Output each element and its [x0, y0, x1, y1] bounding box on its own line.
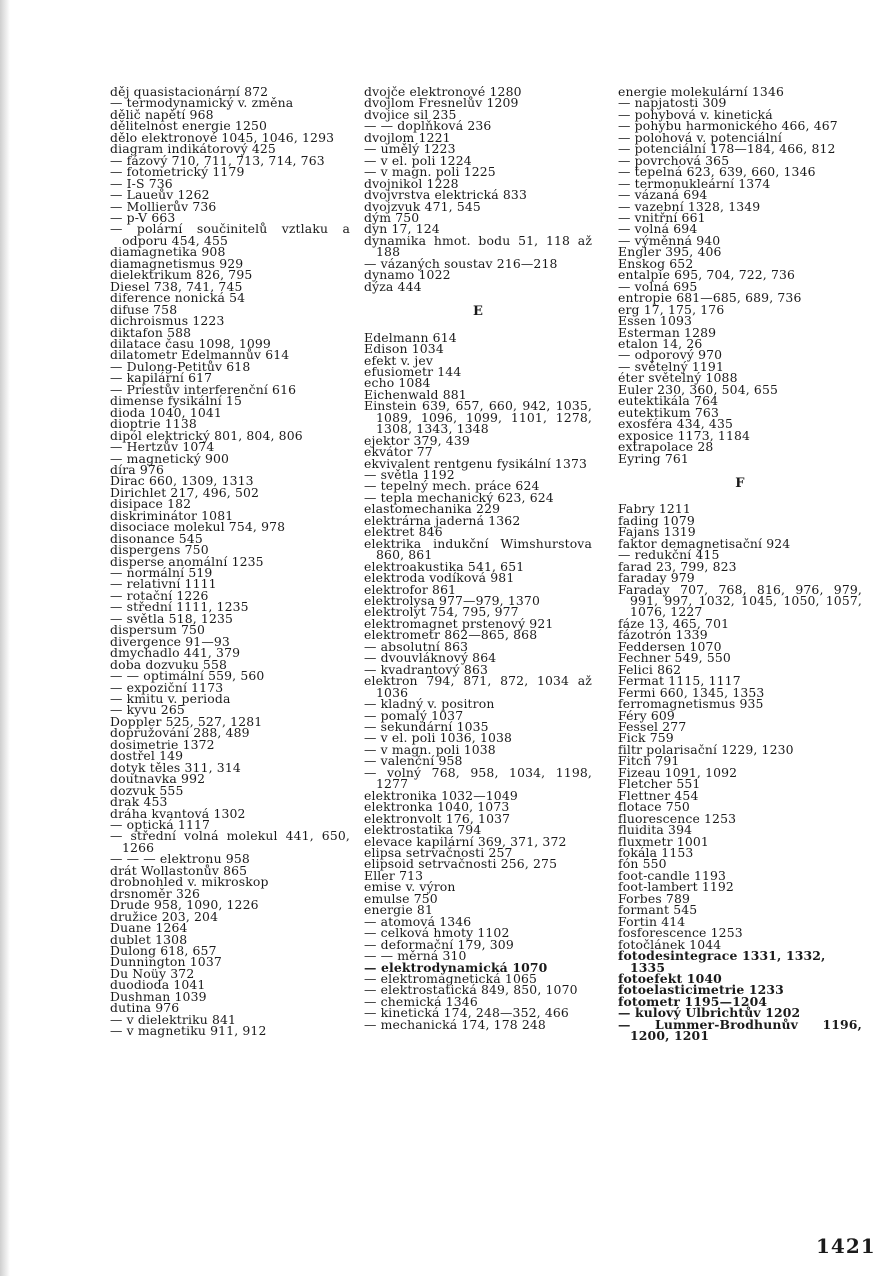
index-entry: — fotometrický 1179: [110, 164, 245, 180]
index-entry: — pohybová v. kinetická: [618, 106, 773, 122]
index-entry: — valenční 958: [364, 753, 463, 769]
index-entry: — relativní 1111: [110, 576, 217, 592]
index-entry: elektronvolt 176, 1037: [364, 810, 511, 826]
index-entry: dvojlom Fresnelův 1209: [364, 95, 519, 111]
index-entry: — — doplňková 236: [364, 118, 492, 134]
index-entry: elipsoid setrvačnosti 256, 275: [364, 856, 558, 872]
index-entry: fázotrón 1339: [618, 627, 708, 643]
index-entry: — elektromagnetická 1065: [364, 970, 538, 986]
index-entry: — Priestův interferenční 616: [110, 381, 297, 397]
index-entry: dvojice sil 235: [364, 106, 457, 122]
index-entry: Diesel 738, 741, 745: [110, 278, 243, 294]
index-entry: — Mollierův 736: [110, 198, 217, 214]
index-entry: — umělý 1223: [364, 141, 456, 157]
index-entry: — Hertzův 1074: [110, 439, 215, 455]
index-entry: foot-lambert 1192: [618, 879, 734, 895]
index-entry: éter světelný 1088: [618, 370, 738, 386]
index-entry: dispergens 750: [110, 542, 209, 558]
index-entry: faktor demagnetisační 924: [618, 535, 791, 551]
index-entry: — odporový 970: [618, 347, 723, 363]
index-entry: — střední 1111, 1235: [110, 599, 249, 615]
index-entry: diamagnetismus 929: [110, 255, 244, 271]
index-entry: elektronika 1032—1049: [364, 787, 518, 803]
index-entry: fotoelasticimetrie 1233: [618, 982, 784, 998]
index-entry: elektrolyt 754, 795, 977: [364, 604, 519, 620]
index-entry: Duane 1264: [110, 920, 188, 936]
index-entry: — volná 695: [618, 278, 698, 294]
index-entry: Esterman 1289: [618, 324, 717, 340]
index-entry: — kmitu v. perioda: [110, 691, 231, 707]
index-entry: duodioda 1041: [110, 977, 206, 993]
index-entry: — povrchová 365: [618, 152, 730, 168]
index-entry: — výměnná 940: [618, 232, 721, 248]
index-entry: — optická 1117: [110, 817, 211, 832]
index-entry: — potenciální 178—184, 466, 812: [618, 141, 836, 157]
index-entry: — tepelný mech. práce 624: [364, 478, 540, 494]
index-entry: — světelný 1191: [618, 358, 724, 374]
index-entry: dvojče elektronové 1280: [364, 84, 522, 99]
index-entry: Dirichlet 217, 496, 502: [110, 484, 260, 500]
index-entry: fotodesintegrace 1331, 1332, 1335: [618, 948, 826, 975]
index-entry: — v el. poli 1036, 1038: [364, 730, 513, 746]
index-entry: foot-candle 1193: [618, 867, 727, 883]
index-entry: — vazební 1328, 1349: [618, 198, 761, 214]
index-entry: eutektikála 764: [618, 393, 719, 409]
index-entry: elipsa setrvačnosti 257: [364, 844, 513, 860]
index-entry: dmychadlo 441, 379: [110, 645, 241, 661]
index-entry: dilatometr Edelmannův 614: [110, 347, 290, 363]
index-entry: elektrometr 862—865, 868: [364, 627, 538, 643]
index-entry: ejektor 379, 439: [364, 432, 470, 448]
index-entry: děj quasistacionární 872: [110, 84, 269, 99]
index-entry: disonance 545: [110, 530, 203, 546]
index-entry: difuse 758: [110, 301, 178, 317]
index-entry: — I-S 736: [110, 175, 173, 191]
index-entry: Féry 609: [618, 707, 675, 723]
index-entry: drsnoměr 326: [110, 885, 201, 901]
index-entry: efusiometr 144: [364, 363, 462, 379]
index-entry: — v magn. poli 1225: [364, 164, 496, 180]
index-entry: Fabry 1211: [618, 501, 691, 517]
index-entry: dvojzvuk 471, 545: [364, 198, 481, 214]
index-entry: — kyvu 265: [110, 702, 185, 718]
index-entry: dipól elektrický 801, 804, 806: [110, 427, 303, 443]
index-entry: elektrika indukční Wimshurstova 860, 861: [364, 535, 592, 563]
index-entry: Edelmann 614: [364, 329, 457, 345]
index-entry: dublet 1308: [110, 931, 188, 947]
index-entry: fading 1079: [618, 512, 695, 528]
index-entry: dělo elektronové 1045, 1046, 1293: [110, 129, 335, 145]
index-entry: Fermi 660, 1345, 1353: [618, 684, 765, 700]
index-entry: erg 17, 175, 176: [618, 301, 725, 317]
index-entry: — tepelná 623, 639, 660, 1346: [618, 164, 816, 180]
index-entry: — — — elektronu 958: [110, 851, 250, 867]
index-entry: efekt v. jev: [364, 352, 434, 368]
index-entry: — volná 694: [618, 221, 698, 237]
index-entry: echo 1084: [364, 375, 431, 391]
index-entry: Drude 958, 1090, 1226: [110, 897, 259, 913]
index-entry: dichroismus 1223: [110, 313, 225, 329]
index-entry: diference nonická 54: [110, 290, 246, 306]
index-entry: formant 545: [618, 902, 698, 918]
index-entry: dým 750: [364, 209, 420, 225]
index-entry: fotometr 1195—1204: [618, 993, 768, 1009]
index-entry: dosimetrie 1372: [110, 736, 215, 752]
index-entry: Flettner 454: [618, 787, 699, 803]
index-entry: dělič napětí 968: [110, 106, 214, 122]
index-entry: — kapilární 617: [110, 370, 213, 386]
index-entry: dozvuk 555: [110, 782, 184, 798]
index-entry: dostřel 149: [110, 748, 184, 764]
index-entry: díra 976: [110, 461, 164, 477]
index-entry: — polární součinitelů vztlaku a odporu 454, 455: [110, 221, 350, 248]
index-entry: fokála 1153: [618, 844, 694, 860]
index-entry: — termonukleární 1374: [618, 175, 771, 191]
index-entry: Eyring 761: [618, 450, 689, 466]
index-entry: disperse anomální 1235: [110, 553, 264, 569]
index-entry: emulse 750: [364, 890, 438, 906]
index-entry: — střední volná molekul 441, 650, 1266: [110, 828, 350, 855]
index-entry: elektroda vodíková 981: [364, 570, 515, 586]
index-entry: extrapolace 28: [618, 439, 714, 455]
index-entry: eutektikum 763: [618, 404, 720, 420]
index-entry: elektrárna jaderná 1362: [364, 512, 521, 528]
index-entry: — světla 1192: [364, 467, 455, 483]
index-entry: — napjatosti 309: [618, 95, 727, 111]
index-entry: faraday 979: [618, 570, 695, 586]
index-entry: Eichenwald 881: [364, 386, 467, 402]
index-entry: dioptrie 1138: [110, 416, 197, 432]
index-entry: — volný 768, 958, 1034, 1198, 1277: [364, 764, 592, 792]
index-entry: energie 81: [364, 902, 434, 918]
index-entry: dilatace času 1098, 1099: [110, 335, 271, 351]
index-entry: Feddersen 1070: [618, 638, 722, 654]
index-entry: Forbes 789: [618, 890, 691, 906]
index-entry: elektrofor 861: [364, 581, 457, 597]
index-entry: — deformační 179, 309: [364, 936, 514, 952]
index-entry: — redukční 415: [618, 547, 720, 563]
index-entry: — expoziční 1173: [110, 679, 224, 695]
index-entry: — dvouvláknový 864: [364, 650, 497, 666]
page-number: 1421: [816, 1234, 876, 1258]
index-entry: elektrolysa 977—979, 1370: [364, 593, 540, 609]
index-entry: — v magnetiku 911, 912: [110, 1023, 267, 1039]
index-entry: dispersum 750: [110, 622, 206, 638]
index-entry: — normální 519: [110, 565, 213, 581]
index-entry: dopružování 288, 489: [110, 725, 250, 741]
index-entry: — celková hmoty 1102: [364, 925, 510, 941]
index-entry: diktafon 588: [110, 324, 192, 340]
index-entry: elektrostatika 794: [364, 822, 482, 838]
index-entry: — rotační 1226: [110, 587, 209, 603]
index-entry: diagram indikátorový 425: [110, 141, 276, 157]
index-entry: — kulový Ulbrichtův 1202: [618, 1005, 801, 1021]
index-entry: fotočlánek 1044: [618, 936, 722, 952]
index-entry: — p-V 663: [110, 209, 176, 225]
index-entry: dutina 976: [110, 1000, 180, 1016]
index-entry: — světla 518, 1235: [110, 610, 234, 626]
index-entry: — polohová v. potenciální: [618, 129, 782, 145]
index-entry: elastomechanika 229: [364, 501, 501, 517]
index-entry: elektroakustika 541, 651: [364, 558, 525, 574]
index-entry: Doppler 525, 527, 1281: [110, 713, 263, 729]
index-column-3: [618, 86, 862, 1042]
index-entry: Fletcher 551: [618, 776, 701, 792]
index-entry: dynamo 1022: [364, 267, 451, 283]
index-entry: Einstein 639, 657, 660, 942, 1035, 1089, 1096, 1099, 1101, 1278, 1308, 1343, 1348: [364, 398, 592, 437]
index-entry: — vázaná 694: [618, 187, 708, 203]
index-entry: — pohybu harmonického 466, 467: [618, 118, 838, 134]
index-entry: Dushman 1039: [110, 988, 207, 1004]
index-entry: farad 23, 799, 823: [618, 558, 737, 574]
index-entry: Fermat 1115, 1117: [618, 673, 741, 689]
index-entry: filtr polarisační 1229, 1230: [618, 741, 794, 757]
index-entry: — chemická 1346: [364, 993, 478, 1009]
index-entry: Dirac 660, 1309, 1313: [110, 473, 254, 489]
index-entry: — fázový 710, 711, 713, 714, 763: [110, 152, 325, 168]
index-entry: Fortin 414: [618, 913, 686, 929]
index-entry: — kvadrantový 863: [364, 661, 489, 677]
index-entry: doutnavka 992: [110, 771, 206, 787]
index-entry: ekvivalent rentgenu fysikální 1373: [364, 455, 588, 471]
index-column-1: [110, 86, 350, 1037]
index-entry: Fick 759: [618, 730, 674, 746]
index-entry: exposice 1173, 1184: [618, 427, 751, 443]
index-entry: dělitelnost energie 1250: [110, 118, 268, 134]
index-entry: Felici 862: [618, 661, 682, 677]
index-entry: drak 453: [110, 794, 168, 810]
index-entry: dynamika hmot. bodu 51, 118 až 188: [364, 232, 592, 260]
index-entry: dvojvrstva elektrická 833: [364, 187, 527, 203]
index-entry: fotoefekt 1040: [618, 970, 722, 986]
index-entry: disipace 182: [110, 496, 192, 512]
index-entry: Edison 1034: [364, 341, 444, 357]
index-entry: — — měrná 310: [364, 948, 467, 964]
index-entry: — tepla mechanický 623, 624: [364, 489, 554, 505]
index-entry: flotace 750: [618, 799, 690, 815]
index-entry: doba dozvuku 558: [110, 656, 228, 672]
index-entry: diskriminátor 1081: [110, 507, 234, 523]
index-entry: dyn 17, 124: [364, 221, 440, 237]
index-entry: divergence 91—93: [110, 633, 230, 649]
index-entry: — absolutní 863: [364, 638, 469, 654]
index-entry: dvojnikol 1228: [364, 175, 459, 191]
index-entry: drát Wollastonův 865: [110, 862, 248, 878]
index-entry: Fajans 1319: [618, 524, 696, 540]
index-entry: — Laueův 1262: [110, 187, 210, 203]
index-entry: dielektrikum 826, 795: [110, 267, 253, 283]
index-entry: dvojlom 1221: [364, 129, 451, 145]
index-entry: dotyk těles 311, 314: [110, 759, 241, 775]
index-entry: fáze 13, 465, 701: [618, 615, 730, 631]
index-entry: — magnetický 900: [110, 450, 230, 466]
index-entry: entalpie 695, 704, 722, 736: [618, 267, 796, 283]
index-entry: — elektrodynamická 1070: [364, 959, 548, 975]
index-entry: emise v. výron: [364, 879, 456, 895]
index-entry: — Dulong-Petitův 618: [110, 358, 251, 374]
index-entry: dýza 444: [364, 278, 422, 294]
index-entry: Du Noüy 372: [110, 965, 195, 981]
index-entry: Enskog 652: [618, 255, 694, 271]
index-entry: Dulong 618, 657: [110, 942, 217, 958]
index-entry: družice 203, 204: [110, 908, 219, 924]
index-entry: — v magn. poli 1038: [364, 741, 496, 757]
index-entry: — vnitřní 661: [618, 209, 706, 225]
index-entry: — elektrostatická 849, 850, 1070: [364, 982, 578, 998]
index-entry: etalon 14, 26: [618, 335, 703, 351]
index-entry: exosféra 434, 435: [618, 416, 734, 432]
index-entry: — atomová 1346: [364, 913, 472, 929]
index-entry: ekvátor 77: [364, 444, 433, 460]
index-entry: Eller 713: [364, 867, 424, 883]
index-entry: — vázaných soustav 216—218: [364, 255, 558, 271]
page-edge-shadow: [0, 0, 10, 1276]
index-entry: — pomalý 1037: [364, 707, 464, 723]
index-entry: fluorescence 1253: [618, 810, 737, 826]
index-entry: Fizeau 1091, 1092: [618, 764, 738, 780]
index-entry: diamagnetika 908: [110, 244, 226, 260]
index-entry: — termodynamický v. změna: [110, 95, 294, 111]
index-entry: disociace molekul 754, 978: [110, 519, 286, 535]
index-entry: — kinetická 174, 248—352, 466: [364, 1005, 569, 1021]
index-entry: — mechanická 174, 178 248: [364, 1016, 546, 1032]
index-column-2: [364, 86, 592, 1030]
index-entry: fón 550: [618, 856, 667, 872]
index-entry: dioda 1040, 1041: [110, 404, 222, 420]
index-entry: Faraday 707, 768, 816, 976, 979, 991, 997, 1032, 1045, 1050, 1057, 1076, 1227: [618, 581, 862, 620]
index-entry: Fechner 549, 550: [618, 650, 731, 666]
index-entry: entropie 681—685, 689, 736: [618, 290, 802, 306]
index-entry: fluidita 394: [618, 822, 693, 838]
index-entry: drobnohled v. mikroskop: [110, 874, 269, 890]
index-entry: — — optimální 559, 560: [110, 668, 265, 684]
index-entry: fosforescence 1253: [618, 925, 743, 941]
index-entry: Fessel 277: [618, 719, 687, 734]
index-entry: dimense fysikální 15: [110, 393, 243, 409]
index-entry: Dunnington 1037: [110, 954, 222, 970]
index-entry: energie molekulární 1346: [618, 84, 785, 99]
index-entry: elektronka 1040, 1073: [364, 799, 510, 815]
index-entry: — Lummer-Brodhunův 1196, 1200, 1201: [618, 1016, 862, 1044]
index-entry: ferromagnetismus 935: [618, 696, 764, 712]
index-entry: Essen 1093: [618, 313, 693, 329]
index-entry: elektromagnet prstenový 921: [364, 615, 554, 631]
index-entry: — v dielektriku 841: [110, 1011, 237, 1027]
index-entry: elevace kapilární 369, 371, 372: [364, 833, 567, 849]
index-entry: Engler 395, 406: [618, 244, 722, 260]
section-heading: E: [472, 304, 484, 320]
index-entry: elektret 846: [364, 524, 443, 540]
index-entry: — kladný v. positron: [364, 696, 495, 712]
index-entry: elektron 794, 871, 872, 1034 až 1036: [364, 673, 592, 700]
index-entry: — sekundární 1035: [364, 719, 489, 734]
index-entry: fluxmetr 1001: [618, 833, 709, 849]
index-entry: Euler 230, 360, 504, 655: [618, 381, 779, 397]
section-heading: F: [735, 475, 745, 491]
index-entry: Fitch 791: [618, 753, 680, 769]
index-entry: dráha kvantová 1302: [110, 805, 246, 821]
index-entry: — v el. poli 1224: [364, 152, 472, 168]
